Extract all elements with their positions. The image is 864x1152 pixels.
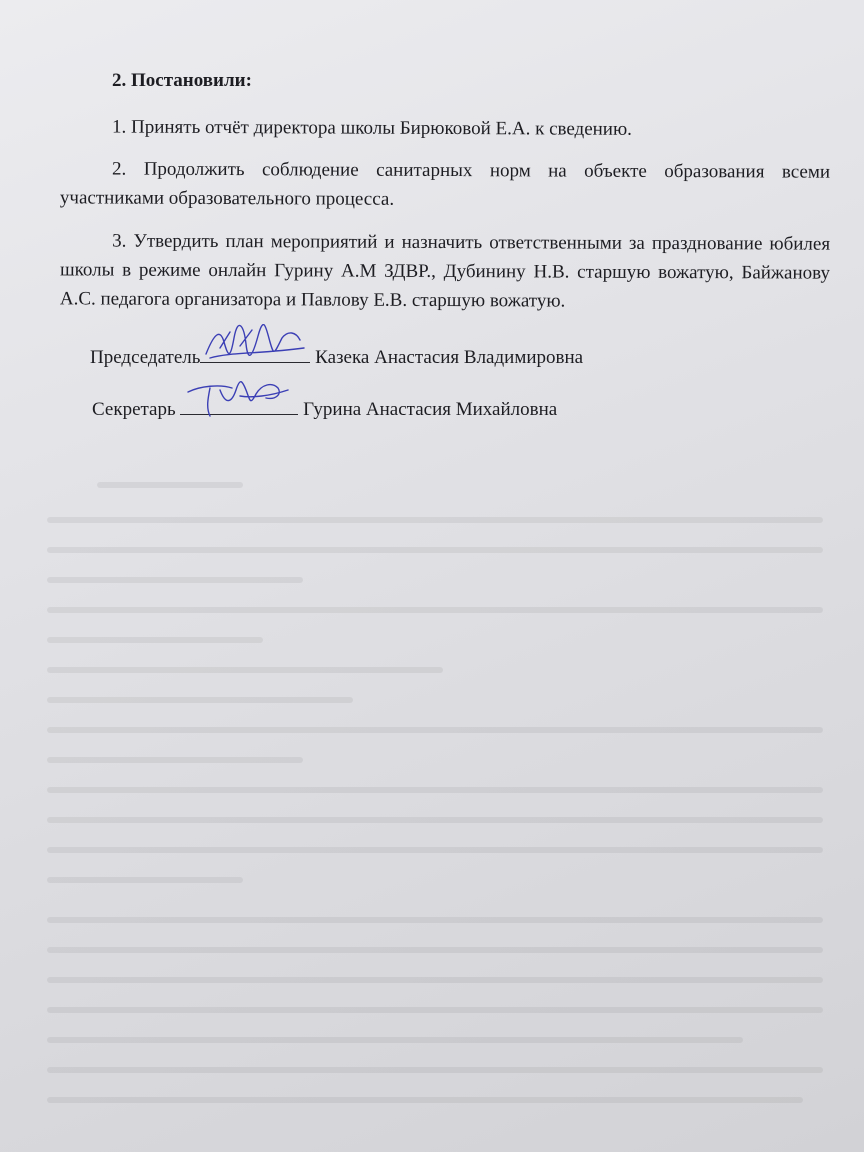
chair-signature	[200, 324, 310, 366]
secretary-signature-row	[92, 398, 557, 421]
signature-line	[200, 346, 310, 363]
chair-title: Председатель	[90, 347, 201, 368]
resolution-item: 2. Продолжить соблюдение санитарных норм на объекте образования всеми участниками образовательного процесса.	[59, 158, 831, 210]
secretary-title: Секретарь	[92, 399, 176, 420]
section-heading: 2. Постановили:	[112, 70, 252, 91]
chair-name: Казека Анастасия Владимировна	[315, 347, 584, 368]
secretary-name: Гурина Анастасия Михайловна	[303, 399, 558, 420]
signature-line	[180, 398, 298, 415]
chair-signature-row	[90, 346, 583, 369]
reverse-side-show-through	[0, 460, 864, 1120]
resolution-item: 1. Принять отчёт директора школы Бирюковой Е.А. к сведению.	[111, 116, 632, 140]
secretary-signature	[180, 376, 298, 418]
resolution-item: 3. Утвердить план мероприятий и назначить ответственными за празднование юбилея школы в режиме онлайн Гурину А.М ЗДВР., Дубинину Н.В. старшую вожатую, Байжанову А.С. педагога организатора и Павлову Е.В. старшую вожатую.	[59, 230, 831, 312]
